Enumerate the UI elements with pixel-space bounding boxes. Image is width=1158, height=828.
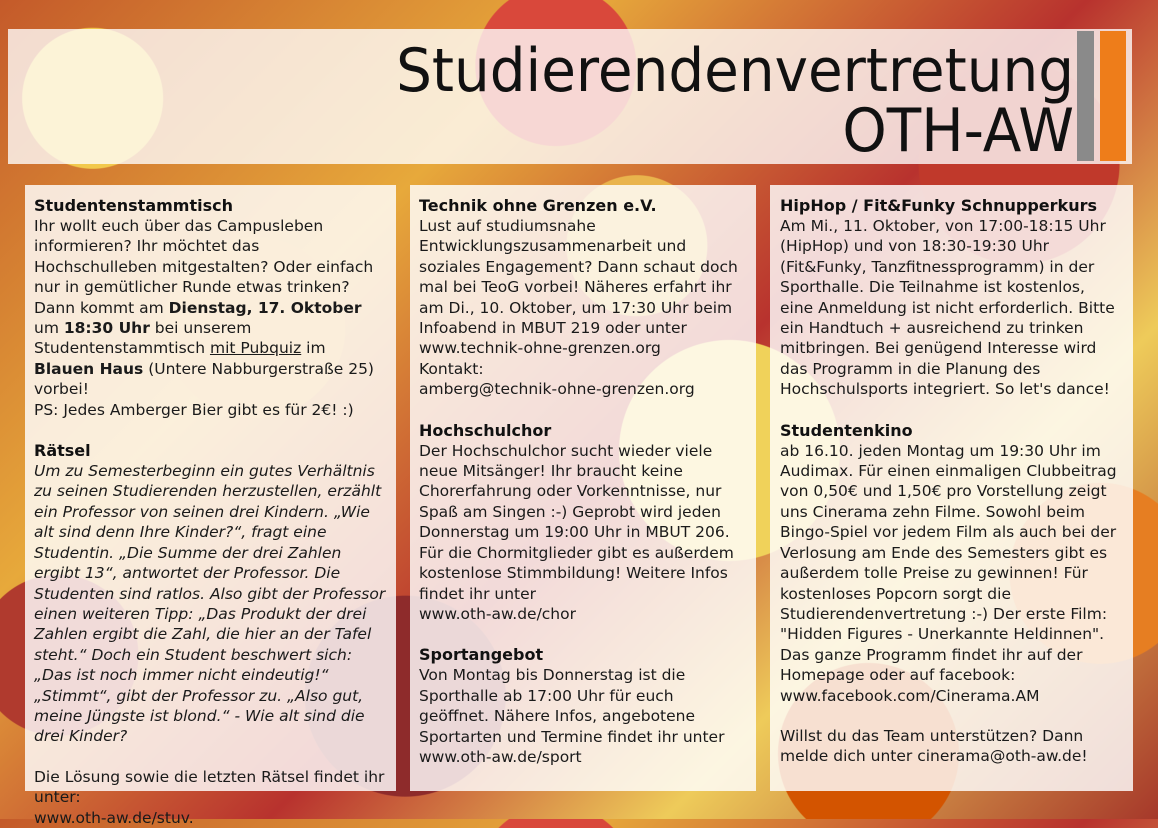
teog-url[interactable]: www.technik-ohne-grenzen.org bbox=[419, 339, 661, 358]
title-banner bbox=[8, 29, 1132, 164]
chor-heading: Hochschulchor bbox=[419, 420, 552, 440]
stammtisch-text-part: bei unserem Studentenstammtisch bbox=[34, 319, 252, 358]
middle-column bbox=[410, 185, 756, 791]
sport-heading: Sportangebot bbox=[419, 645, 544, 665]
hiphop-text: Am Mi., 11. Oktober, von 17:00-18:15 Uhr (HipHop) und von 18:30-19:30 Uhr (Fit&Funky, Tanzfitnessprogramm) in der Sporthalle. Die Teilnahme ist kostenlos, eine Anmeldung ist nicht erforderlich. Bitte ein Handtuch + ausreichend zu trinken mitbringen. Bei genügend Interesse wird das Programm in die Planung des Hochschulsports integriert. So let's dance! bbox=[780, 217, 1115, 399]
kino-heading: Studentenkino bbox=[780, 420, 913, 440]
raetsel-heading: Rätsel bbox=[34, 441, 91, 461]
raetsel-url[interactable]: www.oth-aw.de/stuv. bbox=[34, 808, 194, 827]
stammtisch-text-part: (Untere Nabburgerstraße 25) vorbei! bbox=[34, 359, 374, 399]
raetsel-solution: Die Lösung sowie die letzten Rätsel findet ihr unter: bbox=[34, 767, 385, 807]
stammtisch-heading: Studentenstammtisch bbox=[34, 196, 233, 215]
chor-url[interactable]: www.oth-aw.de/chor bbox=[419, 604, 576, 623]
teog-contact-label: Kontakt: bbox=[419, 359, 484, 378]
page-subtitle: OTH-AW bbox=[842, 96, 1074, 166]
raetsel-text: Um zu Semesterbeginn ein gutes Verhältnis zu seinen Studierenden herzustellen, erzählt ein Professor von seinen drei Kindern. „Wie alt sind denn Ihre Kinder?“, fragt eine Studentin. „Die Summe der drei Zahlen ergibt 13“, antwortet der Professor. Die Studenten sind ratlos. Also gibt der Professor einen weiteren Tipp: „Das Produkt der drei Zahlen ergibt die Zahl, die hier an der Tafel steht.“ Doch ein Student beschwert sich: „Das ist noch immer nicht eindeutig!“ „Stimmt“, gibt der Professor zu. „Also gut, meine Jüngste ist blond.“ - Wie alt sind die drei Kinder? bbox=[34, 462, 386, 746]
orange-accent-bar bbox=[1100, 31, 1126, 161]
teog-text: Lust auf studiumsnahe Entwicklungszusammenarbeit und soziales Engagement? Dann schaut doch mal bei TeoG vorbei! Näheres erfahrt ihr am Di., 10. Oktober, um 17:30 Uhr beim Infoabend in MBUT 219 oder unter bbox=[419, 217, 738, 338]
right-column bbox=[770, 185, 1133, 791]
stammtisch-text bbox=[34, 216, 386, 400]
left-column bbox=[25, 185, 396, 827]
sport-url[interactable]: www.oth-aw.de/sport bbox=[419, 747, 582, 766]
stammtisch-text-part: im bbox=[301, 339, 326, 358]
stammtisch-date: Dienstag, 17. Oktober bbox=[168, 298, 362, 317]
stammtisch-text-part: um bbox=[34, 319, 64, 338]
hiphop-heading: HipHop / Fit&Funky Schnupperkurs bbox=[780, 196, 1097, 215]
stammtisch-text-part: Ihr wollt euch über das Campusleben informieren? Ihr möchtet das Hochschulleben mitgestalten? Oder einfach nur in gemütlicher Runde etwas trinken? Dann kommt am bbox=[34, 217, 374, 317]
stammtisch-ps: PS: Jedes Amberger Bier gibt es für 2€! :) bbox=[34, 400, 354, 419]
chor-text: Der Hochschulchor sucht wieder viele neue Mitsänger! Ihr braucht keine Chorerfahrung oder Vorkenntnisse, nur Spaß am Singen :-) Geprobt wird jeden Donnerstag um 19:00 Uhr in MBUT 206. Für die Chormitglieder gibt es außerdem kostenlose Stimmbildung! Weitere Infos findet ihr unter bbox=[419, 441, 734, 603]
pubquiz-link[interactable]: mit Pubquiz bbox=[209, 339, 302, 358]
teog-heading: Technik ohne Grenzen e.V. bbox=[419, 196, 657, 215]
stammtisch-time: 18:30 Uhr bbox=[63, 319, 150, 338]
page-title: Studierendenvertretung bbox=[396, 36, 1075, 106]
grey-accent-bar bbox=[1077, 31, 1094, 161]
teog-email[interactable]: amberg@technik-ohne-grenzen.org bbox=[419, 380, 695, 399]
stammtisch-place: Blauen Haus bbox=[34, 359, 144, 378]
kino-url[interactable]: www.facebook.com/Cinerama.AM bbox=[780, 686, 1040, 705]
kino-text: ab 16.10. jeden Montag um 19:30 Uhr im Audimax. Für einen einmaligen Clubbeitrag von 0,50€ und 1,50€ pro Vorstellung zeigt uns Cinerama zehn Filme. Sowohl beim Bingo-Spiel vor jedem Film als auch bei der Verlosung am Ende des Semesters gibt es außerdem tolle Preise zu gewinnen! Für kostenloses Popcorn sorgt die Studierendenvertretung :-) Der erste Film: "Hidden Figures - Unerkannte Heldinnen". Das ganze Programm findet ihr auf der Homepage oder auf facebook: bbox=[780, 441, 1117, 685]
sport-text: Von Montag bis Donnerstag ist die Sporthalle ab 17:00 Uhr für euch geöffnet. Nähere Infos, angebotene Sportarten und Termine findet ihr unter bbox=[419, 666, 725, 746]
kino-support: Willst du das Team unterstützen? Dann melde dich unter cinerama@oth-aw.de! bbox=[780, 726, 1088, 766]
